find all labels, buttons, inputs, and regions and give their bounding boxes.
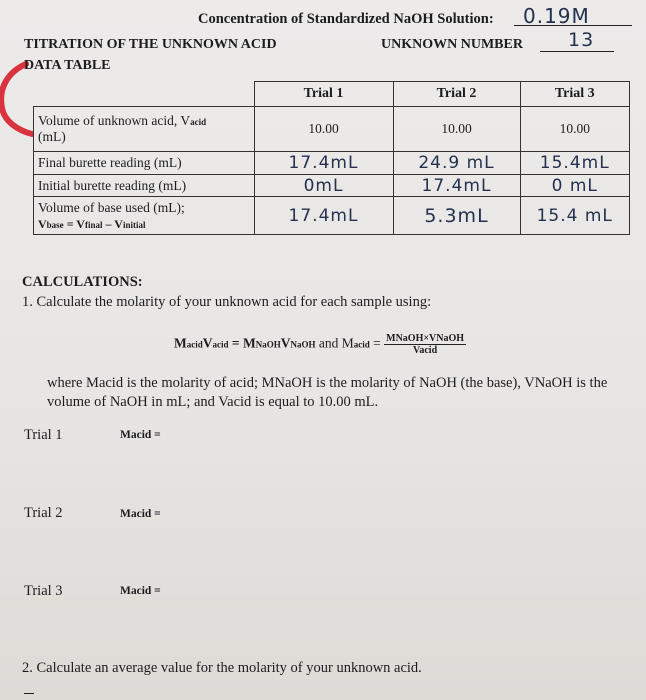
question-1: 1. Calculate the molarity of your unknown acid for each sample using:	[22, 294, 432, 310]
handwritten-cell: 24.9 mL	[393, 152, 520, 175]
data-table-label: DATA TABLE	[24, 58, 111, 73]
trial-2-label: Trial 2	[24, 505, 63, 521]
column-header: Trial 1	[254, 82, 393, 107]
trial-3-formula: Macid =	[120, 585, 161, 597]
table-cell: 10.00	[393, 107, 520, 152]
row-label-base-used: Volume of base used (mL); Vbase = Vfinal – Vinitial	[34, 197, 255, 235]
row-label-volume-acid: Volume of unknown acid, Vacid (mL)	[34, 107, 255, 152]
calculations-heading: CALCULATIONS:	[22, 274, 143, 290]
row-label-initial-burette: Initial burette reading (mL)	[34, 175, 255, 197]
concentration-underline	[514, 25, 632, 26]
concentration-label: Concentration of Standardized NaOH Solution:	[198, 11, 494, 27]
trial-3-label: Trial 3	[24, 583, 63, 599]
unknown-number-underline	[540, 51, 614, 52]
table-cell: 10.00	[520, 107, 630, 152]
corner-cell	[34, 82, 255, 107]
answer-line-stub	[24, 693, 34, 694]
handwritten-cell: 15.4mL	[520, 152, 630, 175]
data-table	[33, 81, 630, 235]
handwritten-cell: 17.4mL	[254, 152, 393, 175]
row-label-final-burette: Final burette reading (mL)	[34, 152, 255, 175]
handwritten-cell: 0 mL	[520, 175, 630, 197]
question-2: 2. Calculate an average value for the molarity of your unknown acid.	[22, 660, 422, 676]
formula-fraction: $\frac{\text{MNaOH×VNaOH}}{\text{Vacid}}$	[386, 333, 465, 356]
handwritten-cell: 15.4 mL	[520, 197, 630, 235]
where-line-2: volume of NaOH in mL; and Vacid is equal to 10.00 mL.	[47, 394, 379, 410]
trial-1-label: Trial 1	[24, 427, 63, 443]
column-header: Trial 2	[393, 82, 520, 107]
trial-2-formula: Macid =	[120, 508, 161, 520]
handwritten-cell: 0mL	[254, 175, 393, 197]
unknown-number-label: UNKNOWN NUMBER	[381, 37, 523, 52]
concentration-value: 0.19M	[523, 4, 590, 28]
handwritten-cell: 17.4mL	[393, 175, 520, 197]
molarity-formula: MacidVacid = MNaOHVNaOH and Macid = $\frac{\text{MNaOH×VNaOH}}{\text{Vacid}}$	[174, 333, 465, 356]
unknown-number-value: 13	[568, 29, 595, 51]
column-header: Trial 3	[520, 82, 630, 107]
handwritten-cell: 17.4mL	[254, 197, 393, 235]
trial-1-formula: Macid =	[120, 429, 161, 441]
where-line-1: where Macid is the molarity of acid; MNaOH is the molarity of NaOH (the base), VNaOH is the	[47, 375, 608, 391]
handwritten-cell: 5.3mL	[393, 197, 520, 235]
page-title: TITRATION OF THE UNKNOWN ACID	[24, 37, 277, 52]
table-cell: 10.00	[254, 107, 393, 152]
